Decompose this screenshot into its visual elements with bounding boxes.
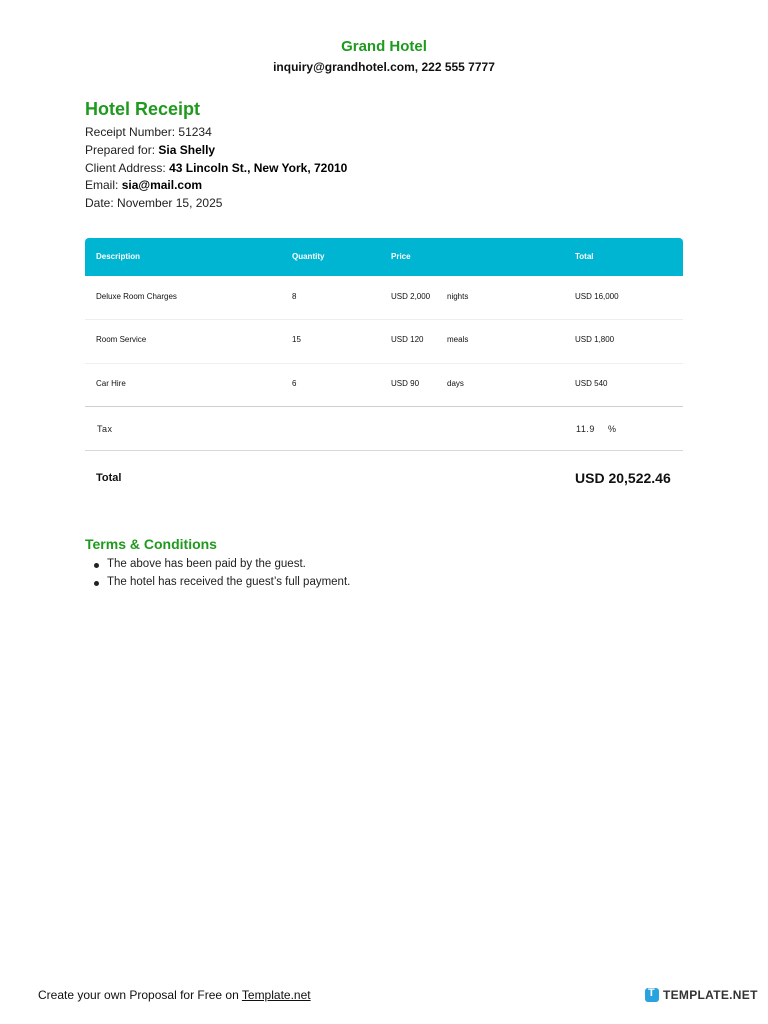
date-line <box>85 196 222 210</box>
row-description: Car Hire <box>96 379 126 388</box>
table-row <box>85 320 683 364</box>
prepared-for-line <box>85 143 215 157</box>
row-quantity: 15 <box>292 335 301 344</box>
row-total: USD 540 <box>575 379 608 388</box>
terms-item: The hotel has received the guest’s full payment. <box>107 576 350 594</box>
header-total: Total <box>575 252 594 261</box>
row-description: Deluxe Room Charges <box>96 292 177 301</box>
tax-row <box>85 407 683 451</box>
table-row <box>85 276 683 320</box>
table-header <box>85 238 683 276</box>
total-value: USD 20,522.46 <box>575 470 671 486</box>
row-total: USD 16,000 <box>575 292 619 301</box>
client-address-line <box>85 161 347 175</box>
receipt-number-line <box>85 125 212 139</box>
footer-promo <box>38 988 311 1002</box>
receipt-number: 51234 <box>178 125 212 139</box>
brand-logo[interactable] <box>645 988 758 1002</box>
row-quantity: 6 <box>292 379 297 388</box>
email-label: Email: <box>85 178 119 192</box>
footer-link[interactable]: Template.net <box>241 988 311 1002</box>
terms-list <box>107 558 350 594</box>
footer-text: Create your own Proposal for Free on <box>38 988 239 1002</box>
table-row <box>85 364 683 407</box>
header-price: Price <box>391 252 411 261</box>
row-quantity: 8 <box>292 292 297 301</box>
header-description: Description <box>96 252 141 261</box>
receipt-title: Hotel Receipt <box>85 99 201 119</box>
date-label: Date: <box>85 196 114 210</box>
date-value: November 15, 2025 <box>117 196 223 210</box>
grand-total-row <box>85 451 683 507</box>
tax-value: 11.9 <box>576 424 595 434</box>
receipt-table <box>85 238 683 507</box>
receipt-number-label: Receipt Number: <box>85 125 176 139</box>
row-price: USD 120 <box>391 335 424 344</box>
tax-unit: % <box>608 424 617 434</box>
client-address-label: Client Address: <box>85 161 166 175</box>
template-logo-icon <box>645 988 659 1002</box>
email-value: sia@mail.com <box>121 178 203 192</box>
terms-title: Terms & Conditions <box>85 536 217 552</box>
row-unit: nights <box>447 292 469 301</box>
brand-name: TEMPLATE.NET <box>663 988 758 1002</box>
terms-item: The above has been paid by the guest. <box>107 558 350 576</box>
tax-label: Tax <box>97 424 113 434</box>
prepared-for-name: Sia Shelly <box>158 143 216 157</box>
hotel-name: Grand Hotel <box>341 38 427 55</box>
row-price: USD 2,000 <box>391 292 431 301</box>
row-price: USD 90 <box>391 379 420 388</box>
prepared-for-label: Prepared for: <box>85 143 156 157</box>
client-address: 43 Lincoln St., New York, 72010 <box>169 161 348 175</box>
email-line <box>85 178 202 192</box>
row-unit: meals <box>447 335 469 344</box>
hotel-contact: inquiry@grandhotel.com, 222 555 7777 <box>273 60 495 74</box>
total-label: Total <box>96 472 122 484</box>
header-quantity: Quantity <box>292 252 325 261</box>
row-total: USD 1,800 <box>575 335 615 344</box>
row-unit: days <box>447 379 464 388</box>
row-description: Room Service <box>96 335 147 344</box>
